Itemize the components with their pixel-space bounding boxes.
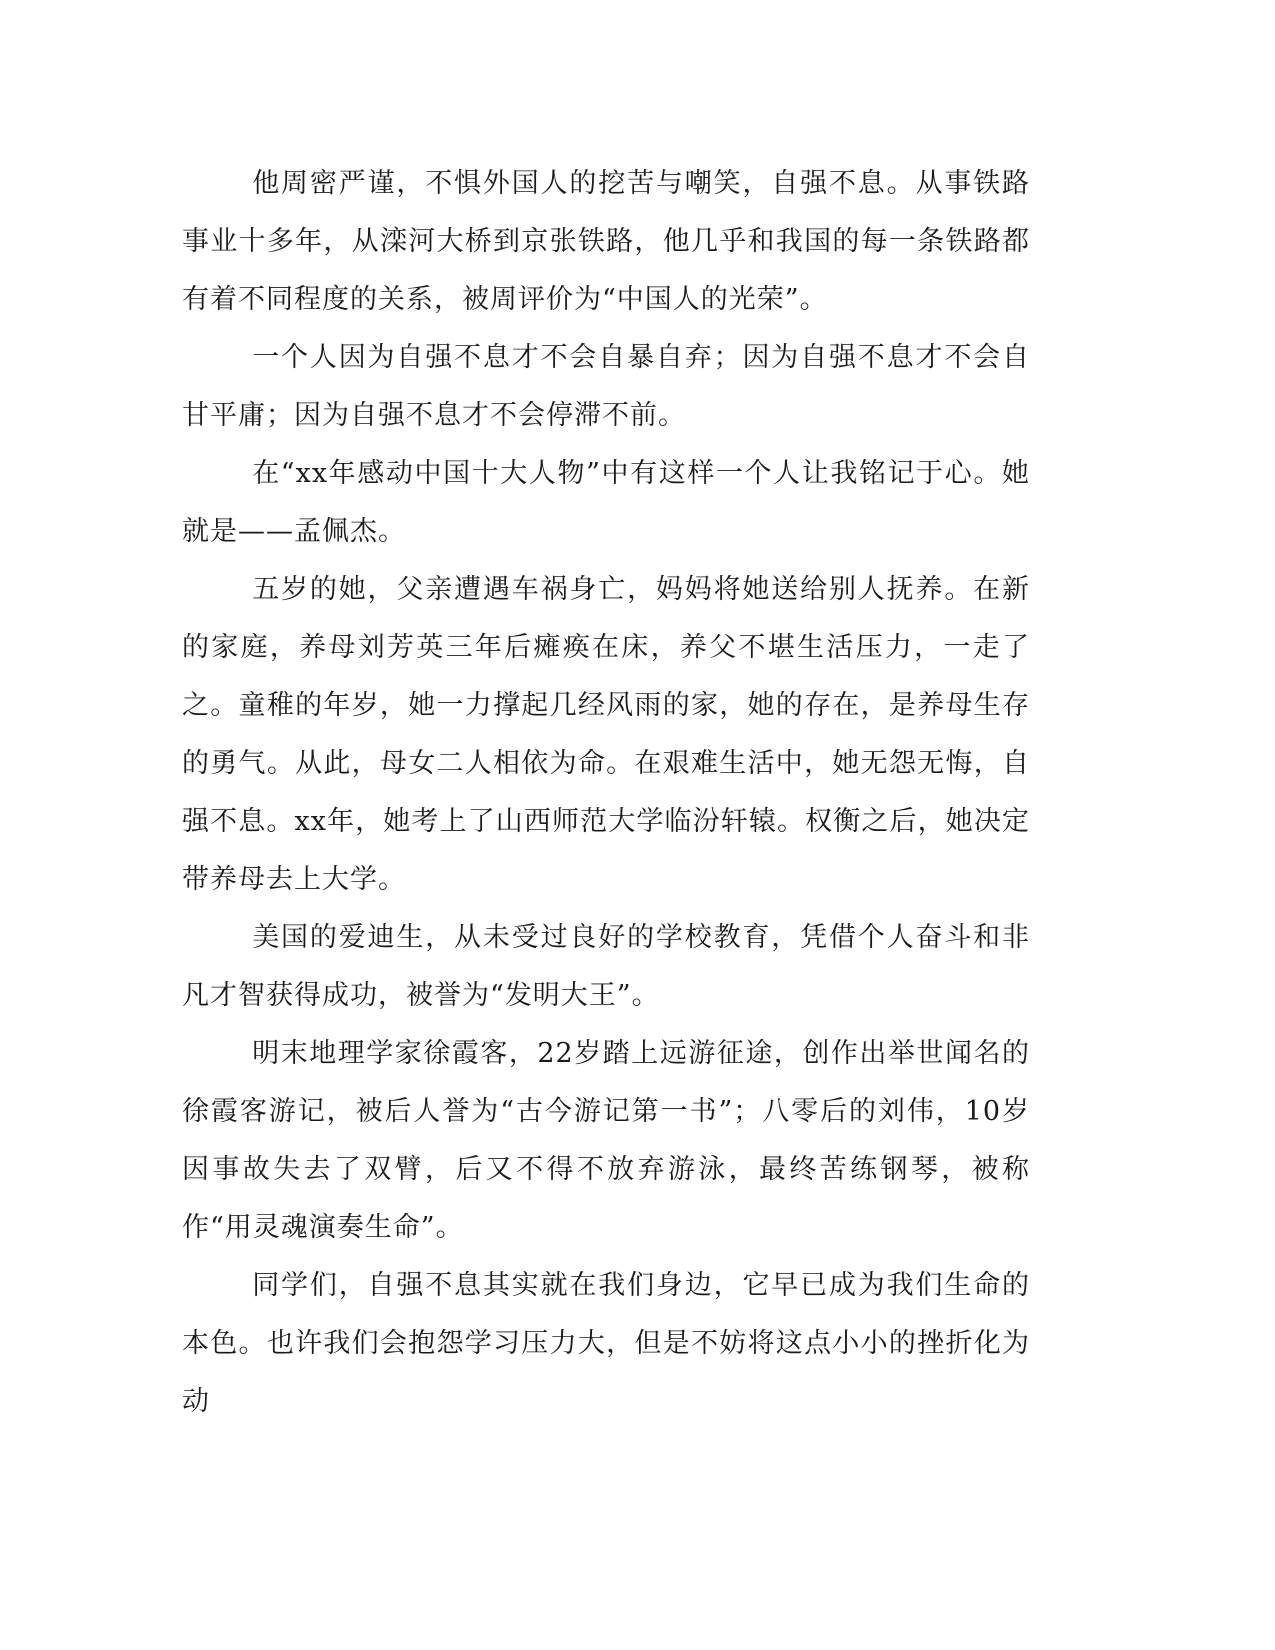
paragraph-edison: 美国的爱迪生，从未受过良好的学校教育，凭借个人奋斗和非凡才智获得成功，被誉为“发明大王”。 — [182, 922, 1030, 1011]
paragraph-self-improvement: 一个人因为自强不息才不会自暴自弃；因为自强不息才不会自甘平庸；因为自强不息才不会停滞不前。 — [182, 342, 1030, 431]
document-body — [182, 155, 1030, 1431]
paragraph-zhan-tianyou: 他周密严谨，不惧外国人的挖苦与嘲笑，自强不息。从事铁路事业十多年，从滦河大桥到京张铁路，他几乎和我国的每一条铁路都有着不同程度的关系，被周评价为“中国人的光荣”。 — [182, 168, 1030, 315]
paragraph-classmates: 同学们，自强不息其实就在我们身边，它早已成为我们生命的本色。也许我们会抱怨学习压力大，但是不妨将这点小小的挫折化为动 — [182, 1270, 1030, 1417]
paragraph-meng-peijie-intro: 在“xx年感动中国十大人物”中有这样一个人让我铭记于心。她就是——孟佩杰。 — [182, 458, 1030, 547]
paragraph-xu-xiake-liu-wei: 明末地理学家徐霞客，22岁踏上远游征途，创作出举世闻名的徐霞客游记，被后人誉为“古今游记第一书”；八零后的刘伟，10岁因事故失去了双臂，后又不得不放弃游泳，最终苦练钢琴，被称作“用灵魂演奏生命”。 — [182, 1038, 1030, 1243]
paragraph-meng-peijie-story: 五岁的她，父亲遭遇车祸身亡，妈妈将她送给别人抚养。在新的家庭，养母刘芳英三年后瘫痪在床，养父不堪生活压力，一走了之。童稚的年岁，她一力撑起几经风雨的家，她的存在，是养母生存的勇气。从此，母女二人相依为命。在艰难生活中，她无怨无悔，自强不息。xx年，她考上了山西师范大学临汾轩辕。权衡之后，她决定带养母去上大学。 — [182, 574, 1030, 895]
